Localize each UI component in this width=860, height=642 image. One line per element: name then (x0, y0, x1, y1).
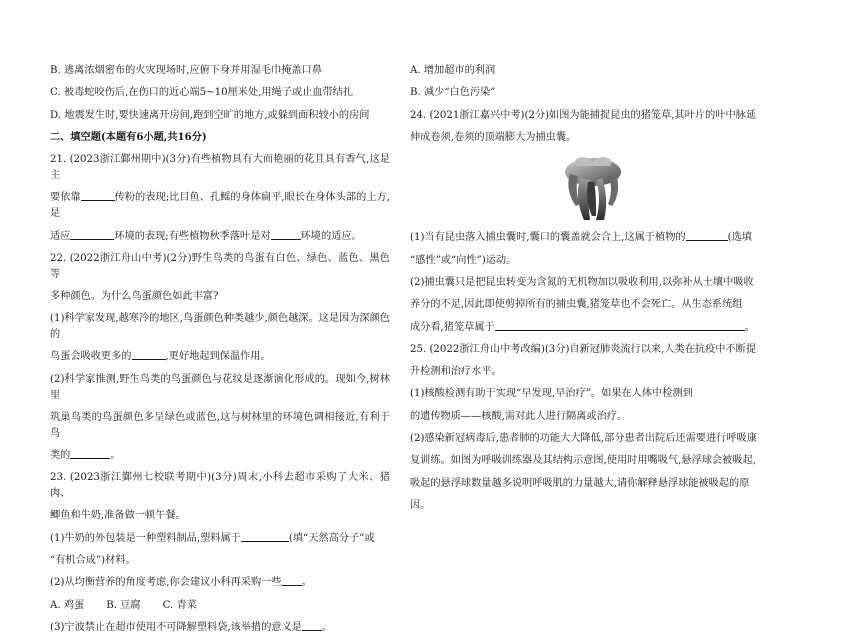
q22-part2-line1: (2)科学家推测,野生鸟类的鸟蛋颜色与花纹是逐渐演化形成的。现如今,树林里 (50, 373, 390, 401)
answer-blank[interactable] (70, 449, 110, 459)
option-c: C. 被毒蛇咬伤后,在伤口的近心端5~10厘米处,用绳子或止血带结扎 (50, 87, 354, 99)
answer-blank[interactable] (495, 321, 745, 331)
answer-blank[interactable] (686, 231, 728, 241)
q21-line1: 21. (2023浙江鄞州期中)(3分)有些植物具有大而艳丽的花且具有香气,这是主 (50, 154, 390, 182)
answer-blank[interactable] (132, 350, 166, 360)
q23-line1: 23. (2023浙江鄞州七校联考期中)(3分)周末,小科去超市采购了大米、猪肉、 (50, 472, 390, 500)
q25-part1-line2: 的遗传物质——核酸,需对此人进行隔离或治疗。 (410, 410, 628, 422)
q24-part1-line1 (410, 230, 776, 246)
option-d: D. 地震发生时,要快速离开房间,跑到空旷的地方,或躲到面积较小的房间 (50, 109, 370, 121)
q21-line3 (50, 229, 390, 245)
q21-line2 (50, 190, 390, 222)
q23-options (50, 598, 390, 614)
q23-part2-line1 (50, 575, 390, 591)
question-23 (50, 470, 390, 636)
q22-part2-line2: 筑巢鸟类的鸟蛋颜色多呈绿色或蓝色,这与树林里的环境色调相接近,有利于鸟 (50, 411, 390, 439)
q21-text: 适应 (50, 230, 71, 242)
q23-part3-line1 (50, 620, 390, 636)
left-column (50, 63, 390, 642)
q25-part2-line2: 复训练。如图为呼吸训练器及其结构示意图,使用时用嘴吸气,悬浮球会被吸起, (410, 455, 756, 467)
q24-line1: 24. (2021浙江嘉兴中考)(2分)如图为能捕捉昆虫的猪笼草,其叶片的叶中脉延 (410, 109, 757, 121)
q22-line1: 22. (2022浙江舟山中考)(2分)野生鸟类的鸟蛋有白色、绿色、蓝色、黑色等 (50, 252, 390, 280)
q25-line1: 25. (2022浙江舟山中考改编)(3分)自新冠肺炎流行以来,人类在抗疫中不断提 (410, 343, 757, 355)
option-a: A. 增加超市的利润 (410, 65, 496, 76)
q22-text: ,更好地起到保温作用。 (165, 351, 271, 363)
pitcher-plant-image (548, 152, 638, 224)
question-24 (410, 108, 776, 336)
option-greens: C. 青菜 (162, 599, 197, 611)
q24-line2: 伸成卷须,卷须的顶端膨大为捕虫囊。 (410, 131, 577, 143)
right-column (410, 63, 776, 520)
answer-blank[interactable] (70, 230, 114, 240)
section-title: 二、填空题(本题有6小题,共16分) (50, 130, 207, 143)
q23-text: 。 (321, 621, 333, 633)
q22-text: 。 (110, 449, 121, 461)
q22-part2-line3 (50, 448, 390, 464)
q25-part2-line3: 吸起的悬浮球数量越多说明呼吸肌的力量越大,请你解释悬浮球能被吸起的原 (410, 477, 750, 489)
q24-text: (1)当有昆虫落入捕虫囊时,囊口的囊盖就会合上,这属于植物的 (410, 232, 686, 244)
q23-text: (2)从均衡营养的角度考虑,你会建议小科再采购一些 (50, 577, 282, 589)
answer-blank[interactable] (241, 532, 289, 542)
q25-part2-line1: (2)感染新冠病毒后,患者肺的功能大大降低,部分患者出院后还需要进行呼吸康 (410, 433, 757, 445)
answer-blank[interactable] (302, 621, 322, 631)
q21-text: 环境的适应。 (300, 230, 362, 242)
pitcher-plant-figure (410, 152, 776, 224)
question-22 (50, 251, 390, 464)
option-b: B. 逃离浓烟密布的火灾现场时,应俯下身并用湿毛巾掩盖口鼻 (50, 65, 322, 76)
q21-text: 环境的表现;有些植物秋季落叶是对 (114, 230, 271, 242)
q25-part2-line4: 因。 (410, 500, 431, 511)
q23-line2: 鲫鱼和牛奶,准备做一顿午餐。 (50, 510, 186, 522)
q23-text: (3)宁波禁止在超市使用不可降解塑料袋,该举措的意义是 (50, 621, 302, 633)
q22-text: 鸟蛋会吸收更多的 (50, 351, 132, 363)
q22-part1-line1: (1)科学家发现,越寒冷的地区,鸟蛋颜色种类越少,颜色越深。这是因为深颜色的 (50, 313, 390, 341)
q22-text: 类的 (50, 449, 71, 461)
answer-blank[interactable] (81, 191, 115, 201)
answer-blank[interactable] (271, 230, 301, 240)
q21-text: 传粉的表现;比目鱼、孔鳐的身体扁平,眼长在身体头部的上方,是 (50, 192, 391, 220)
q24-part1-line2: “感性”或“向性”)运动。 (410, 254, 517, 266)
q23-part1-line1 (50, 531, 390, 547)
q22-line2: 多种颜色。为什么鸟蛋颜色如此丰富? (50, 290, 219, 302)
q24-part2-line3 (410, 320, 776, 336)
question-25 (410, 342, 776, 514)
q21-text: 要依靠 (50, 192, 81, 204)
option-b-right: B. 减少“白色污染” (410, 87, 496, 99)
q24-part2-line2: 养分的不足,因此即使剪掉所有的捕虫囊,猪笼草也不会死亡。从生态系统组 (410, 299, 743, 311)
question-21 (50, 152, 390, 244)
q24-part2-line1: (2)捕虫囊只是把昆虫转变为含氮的无机物加以吸收利用,以弥补从土壤中吸收 (410, 276, 754, 288)
q23-text: (填“天然高分子”或 (288, 532, 375, 544)
option-tofu: B. 豆腐 (106, 599, 141, 611)
answer-blank[interactable] (282, 576, 302, 586)
q23-part1-line2: “有机合成”)材料。 (50, 555, 136, 566)
option-egg: A. 鸡蛋 (50, 599, 85, 611)
q24-text: (选填 (727, 232, 752, 244)
q25-line2: 升检测和治疗水平。 (410, 366, 502, 378)
q22-part1-line2 (50, 349, 390, 365)
q25-part1-line1: (1)核酸检测有助于实现“早发现,早治疗”。如果在人体中检测到 (410, 388, 693, 400)
q24-text: 。 (744, 321, 755, 333)
q23-text: 。 (301, 577, 312, 589)
q24-text: 成分看,猪笼草属于 (410, 321, 495, 333)
q23-text: (1)牛奶的外包装是一种塑料制品,塑料属于 (50, 532, 241, 544)
